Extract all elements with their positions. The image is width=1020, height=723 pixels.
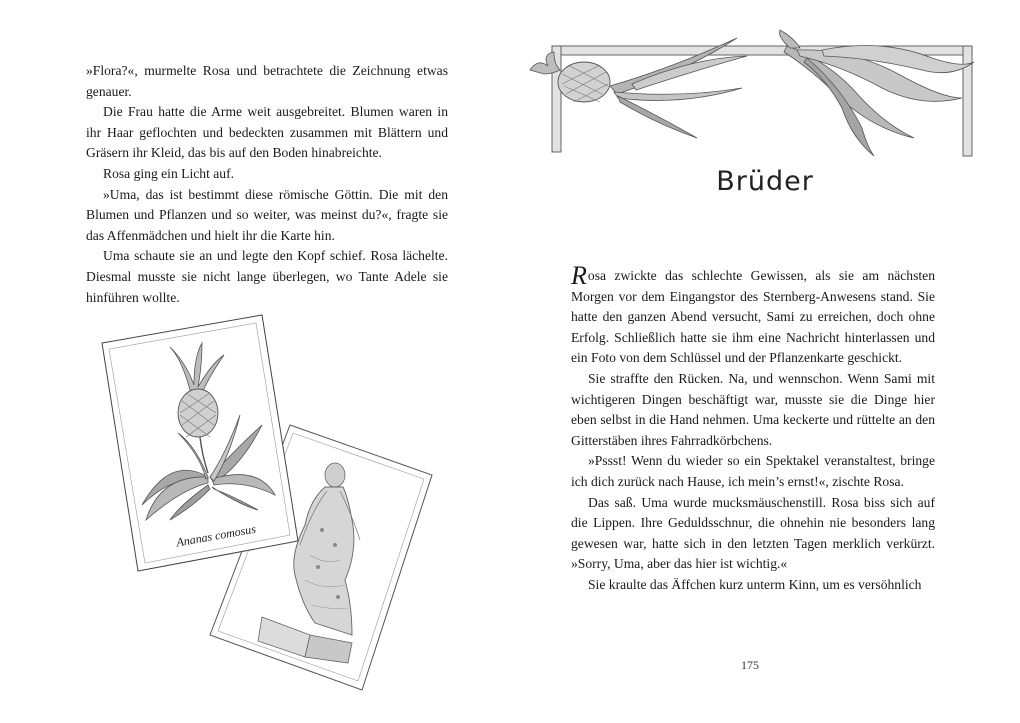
- paragraph: Das saß. Uma wurde mucksmäuschenstill. Rosa biss sich auf die Lippen. Ihre Geduldsschnur, die ohnehin nie besonders lang gewesen war, hatte sich in den letzten Tagen merklich verkürzt. »Sorry, Uma, aber das hier ist wichtig.«: [571, 494, 935, 572]
- right-page-text: [571, 261, 935, 596]
- paragraph: »Uma, das ist bestimmt diese römische Göttin. Die mit den Blumen und Pflanzen und so weiter, was meinst du?«, fragte sie das Affenmädchen und hielt ihr die Karte hin.: [86, 186, 448, 243]
- paragraph: Sie kraulte das Äffchen kurz unterm Kinn, um es versöhnlich: [588, 576, 922, 592]
- chapter-title: Brüder: [716, 166, 814, 198]
- drop-cap: R: [571, 261, 587, 290]
- paragraph: Rosa ging ein Licht auf.: [103, 165, 234, 181]
- pineapple-card: [102, 315, 298, 571]
- page-number: 175: [741, 658, 759, 672]
- paragraph: »Flora?«, murmelte Rosa und betrachtete die Zeichnung etwas genauer.: [86, 63, 448, 99]
- cards-illustration: [90, 305, 450, 705]
- paragraph: Uma schaute sie an und legte den Kopf schief. Rosa lächelte. Diesmal musste sie nicht lange überlegen, wo Tante Adele sie hinführen wollte.: [86, 248, 448, 305]
- paragraph-text: osa zwickte das schlechte Gewissen, als sie am nächsten Morgen vor dem Eingangstor des Sternberg-Anwesens stand. Sie hatte den ganzen Abend versucht, Sami zu erreichen, doch ohne Erfolg. Schließlich hatte sie ihm eine Nachricht hinterlassen und ein Foto von dem Schlüssel und der Pflanzenkarte geschickt.: [571, 268, 935, 366]
- leaf-frame-ornament: [522, 28, 982, 163]
- right-page: [510, 0, 1020, 723]
- paragraph: [571, 261, 935, 369]
- paragraph: Sie straffte den Rücken. Na, und wennschon. Wenn Sami mit wichtigeren Dingen beschäftigt war, musste sie die Dinge hier eben selbst in die Hand nehmen. Uma keckerte und rüttelte an den Gitterstäben ihres Fahrradkörbchens.: [571, 370, 935, 448]
- paragraph: »Pssst! Wenn du wieder so ein Spektakel veranstaltest, bringe ich dich zurück nach Hause, ich mein’s ernst!«, zischte Rosa.: [571, 453, 935, 489]
- left-page-text: [86, 61, 448, 308]
- paragraph: Die Frau hatte die Arme weit ausgebreitet. Blumen waren in ihr Haar geflochten und bedeckten zusammen mit Blättern und Gräsern ihr Kleid, das bis auf den Boden hinabreichte.: [86, 104, 448, 161]
- card-caption: Ananas comosus: [175, 521, 257, 550]
- pineapple-icon: [530, 52, 610, 102]
